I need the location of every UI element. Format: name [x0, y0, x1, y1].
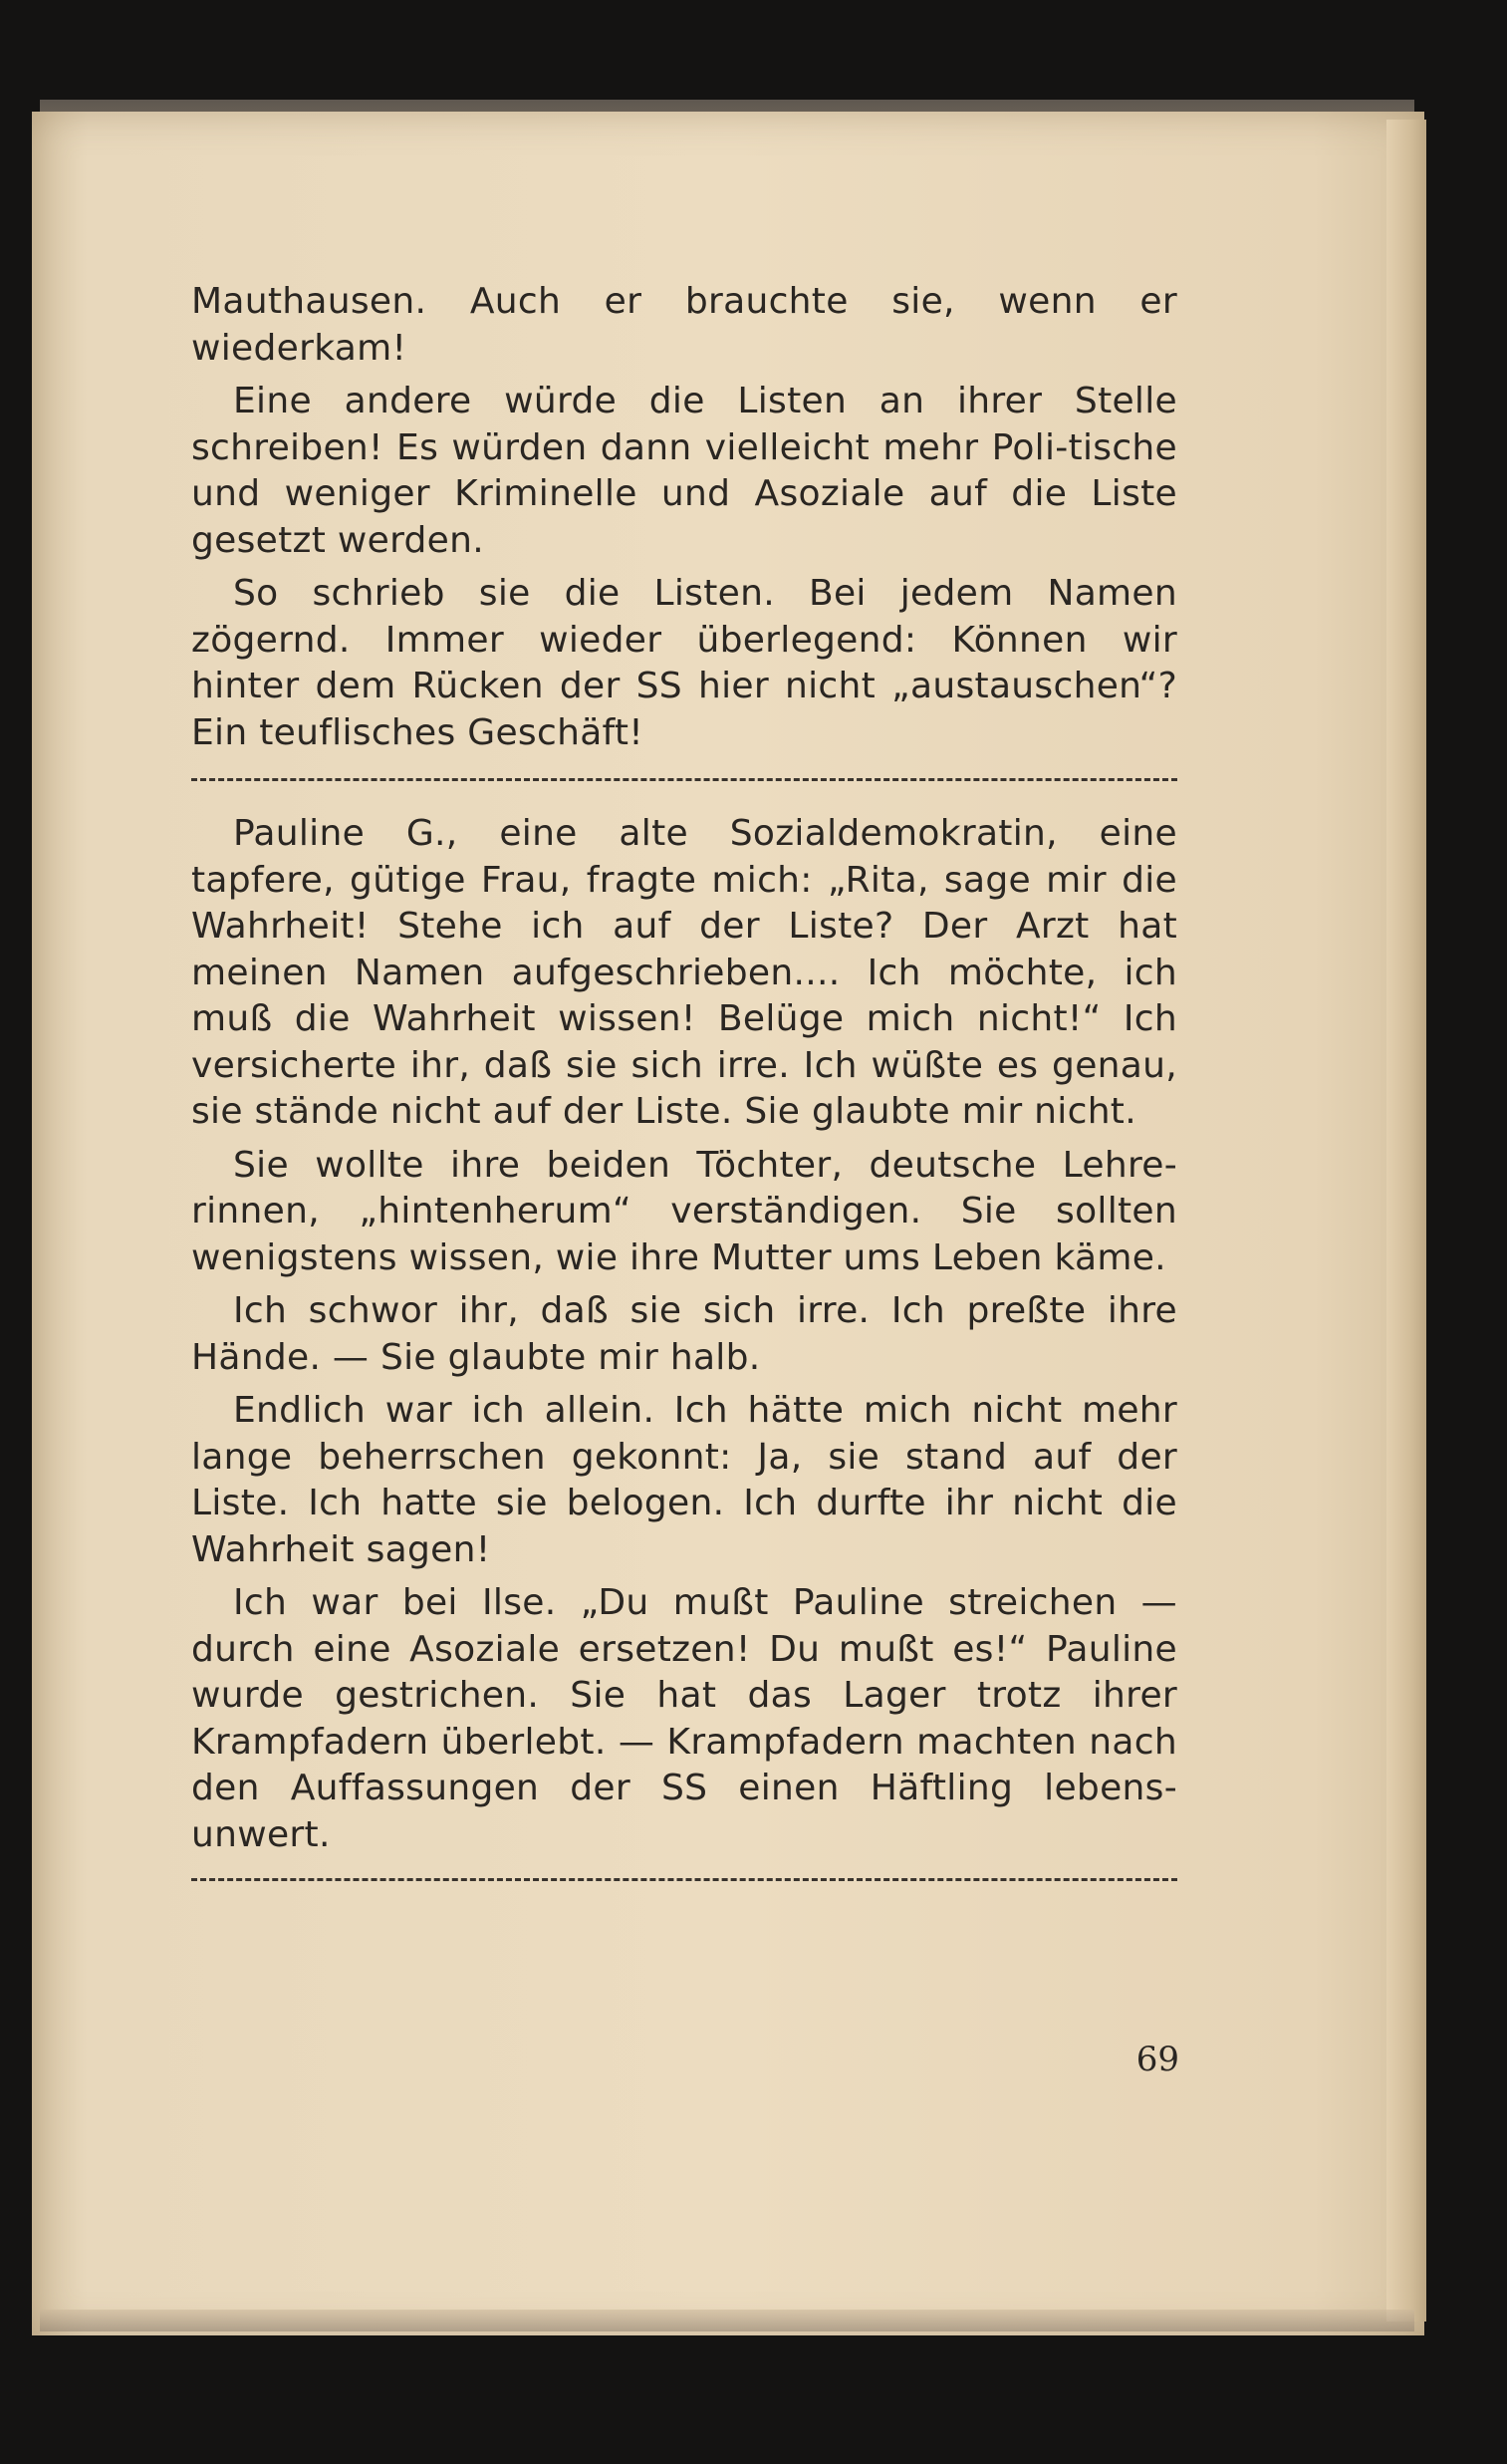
paragraph-8: Ich war bei Ilse. „Du mußt Pauline streichen — durch eine Asoziale ersetzen! Du mußt es!“ Pauline wurde gestrichen. Sie hat das Lager trotz ihrer Krampfadern überlebt. — Krampfadern machten nach den Auffassungen der SS einen Häftling lebens-unwert.	[191, 1582, 1177, 1855]
paragraph-6: Ich schwor ihr, daß sie sich irre. Ich preßte ihre Hände. — Sie glaubte mir halb.	[191, 1290, 1177, 1378]
paragraph-2: Eine andere würde die Listen an ihrer Stelle schreiben! Es würden dann vielleicht mehr Poli-tische und weniger Kriminelle und Asoziale auf die Liste gesetzt werden.	[191, 381, 1177, 561]
page-right-edge	[1386, 120, 1426, 2322]
paragraph-5: Sie wollte ihre beiden Töchter, deutsche Lehre-rinnen, „hintenherum“ verständigen. Sie sollten wenigstens wissen, wie ihre Mutter ums Leben käme.	[191, 1144, 1177, 1278]
paragraph-4: Pauline G., eine alte Sozialdemokratin, eine tapfere, gütige Frau, fragte mich: „Rita, sage mir die Wahrheit! Stehe ich auf der Liste? Der Arzt hat meinen Namen aufgeschrieben.... Ich möchte, ich muß die Wahrheit wissen! Belüge mich nicht!“ Ich versicherte ihr, daß sie sich irre. Ich wüßte es genau, sie stände nicht auf der Liste. Sie glaubte mir nicht.	[191, 813, 1177, 1132]
page-text	[191, 279, 1177, 1911]
section-divider	[191, 778, 1177, 781]
paragraph-3: So schrieb sie die Listen. Bei jedem Namen zögernd. Immer wieder überlegend: Können wir hinter dem Rücken der SS hier nicht „austauschen“? Ein teuflisches Geschäft!	[191, 573, 1177, 753]
paragraph-1: Mauthausen. Auch er brauchte sie, wenn er wiederkam!	[191, 281, 1177, 369]
paragraph-7: Endlich war ich allein. Ich hätte mich nicht mehr lange beherrschen gekonnt: Ja, sie stand auf der Liste. Ich hatte sie belogen. Ich durfte ihr nicht die Wahrheit sagen!	[191, 1390, 1177, 1570]
page-number: 69	[1135, 2040, 1179, 2079]
section-divider-end	[191, 1878, 1177, 1881]
page-bottom-edge	[40, 2310, 1414, 2331]
